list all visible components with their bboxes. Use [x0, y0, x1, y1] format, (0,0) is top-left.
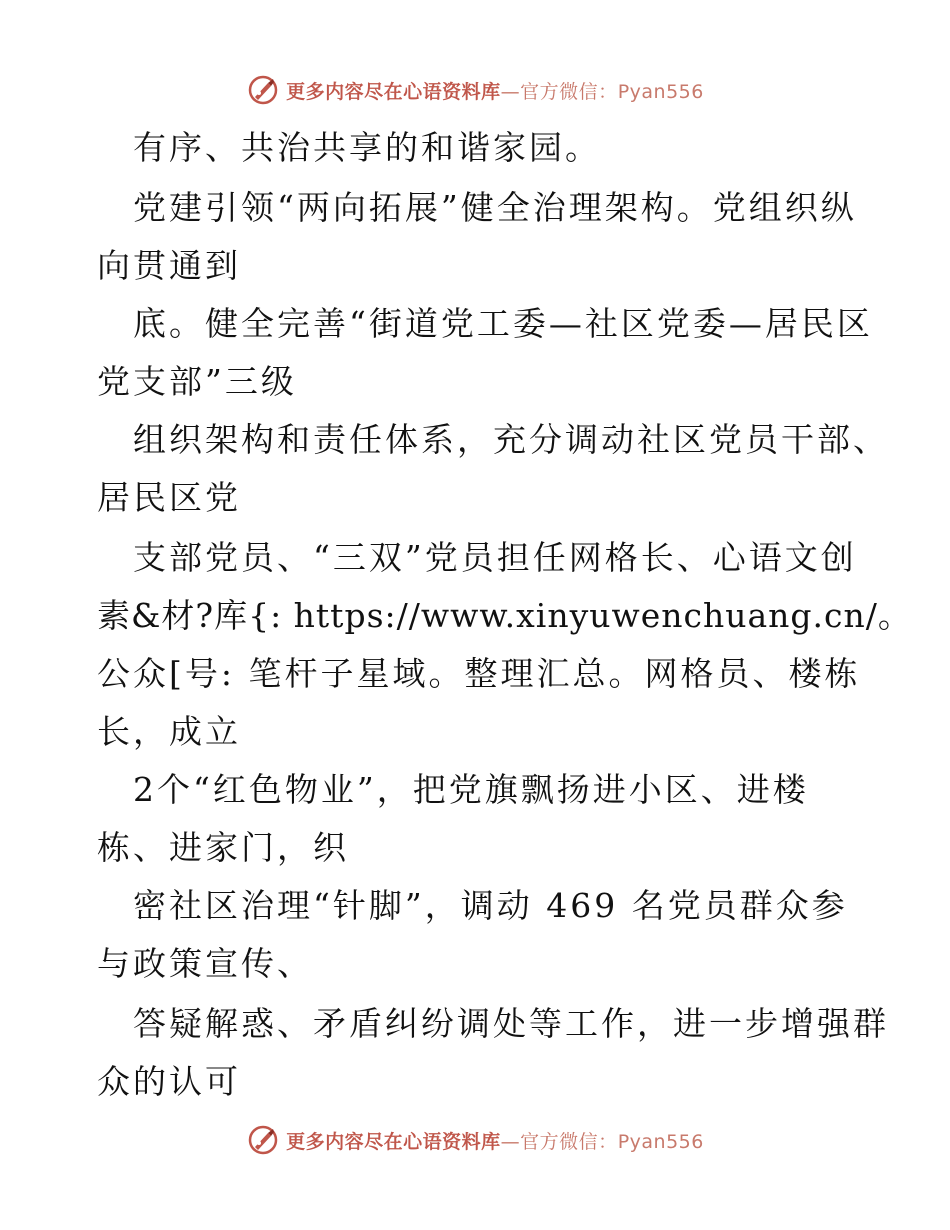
text-line: 众的认可 [97, 1062, 241, 1101]
quill-pen-logo-icon [246, 73, 280, 107]
text-line: 党建引领“两向拓展”健全治理架构。党组织纵 [133, 188, 857, 227]
text-line: 支部党员、“三双”党员担任网格长、心语文创 [133, 538, 857, 577]
quill-pen-logo-icon [246, 1123, 280, 1157]
watermark-text: 更多内容尽在心语资料库—官方微信：Pyan556 [286, 80, 704, 103]
text-line: 栋、进家门，织 [97, 828, 349, 867]
text-line: 公众[号: 笔杆子星域。整理汇总。网格员、楼栋 [97, 654, 861, 693]
text-line: 与政策宣传、 [97, 944, 313, 983]
text-line: 2个“红色物业”，把党旗飘扬进小区、进楼 [133, 770, 809, 809]
text-line: 答疑解惑、矛盾纠纷调处等工作，进一步增强群 [133, 1004, 889, 1043]
text-line: 有序、共治共享的和谐家园。 [133, 128, 601, 167]
watermark-text: 更多内容尽在心语资料库—官方微信：Pyan556 [286, 1130, 704, 1153]
text-line: 向贯通到 [97, 246, 241, 285]
text-line: 底。健全完善“街道党工委—社区党委—居民区 [133, 304, 873, 343]
header-watermark [0, 72, 950, 108]
text-line: 党支部”三级 [97, 362, 297, 401]
text-line: 长，成立 [97, 712, 241, 751]
text-line: 密社区治理“针脚”，调动 469 名党员群众参 [133, 886, 848, 925]
text-line: 居民区党 [97, 478, 241, 517]
text-line: 组织架构和责任体系，充分调动社区党员干部、 [133, 420, 889, 459]
text-line: 素&材?库{: https://www.xinyuwenchuang.cn/。 [97, 596, 912, 635]
footer-watermark [0, 1122, 950, 1158]
